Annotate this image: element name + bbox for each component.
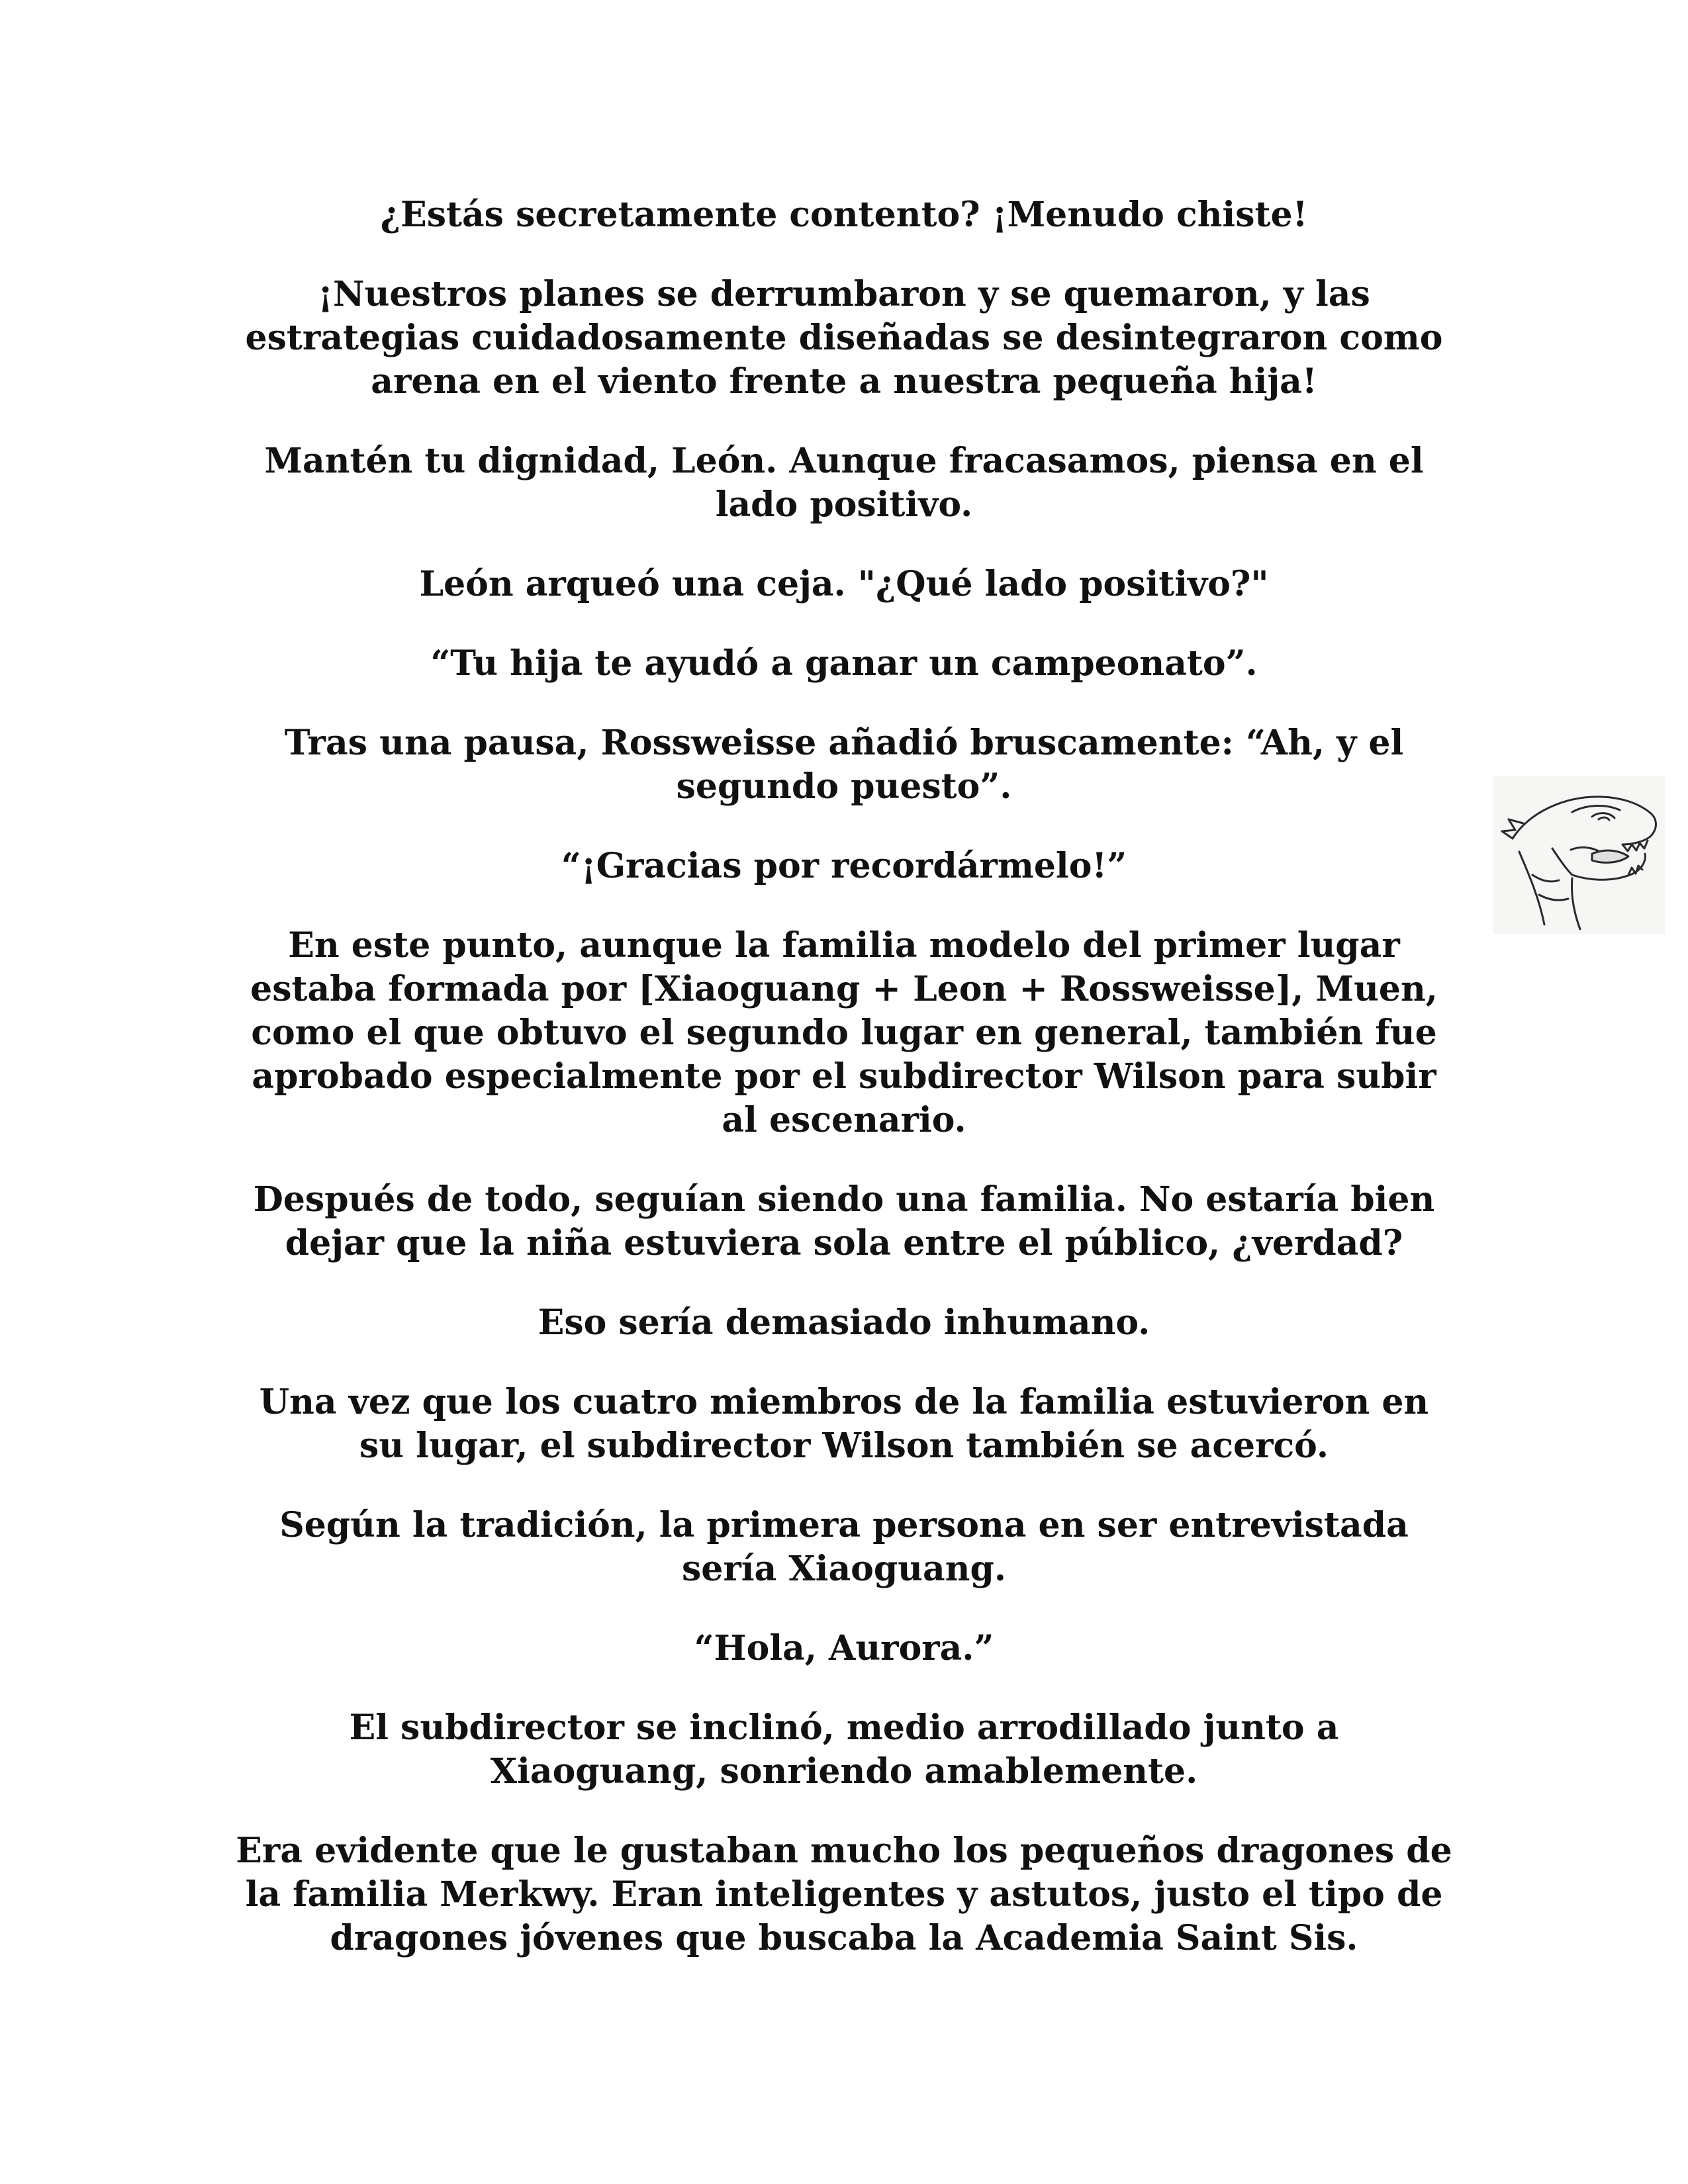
paragraph-14: El subdirector se inclinó, medio arrodillado junto a Xiaoguang, sonriendo amablemente. xyxy=(349,1707,1339,1792)
paragraph-10: Eso sería demasiado inhumano. xyxy=(538,1302,1150,1343)
paragraph-3: Mantén tu dignidad, León. Aunque fracasamos, piensa en el lado positivo. xyxy=(264,441,1424,525)
dragon-head-sketch-icon xyxy=(1493,776,1665,934)
paragraph-4: León arqueó una ceja. "¿Qué lado positivo?" xyxy=(419,564,1269,604)
paragraph-2: ¡Nuestros planes se derrumbaron y se quemaron, y las estrategias cuidadosamente diseñadas se desintegraron como arena en el viento frente a nuestra pequeña hija! xyxy=(245,274,1443,402)
paragraph-12: Según la tradición, la primera persona en ser entrevistada sería Xiaoguang. xyxy=(279,1505,1409,1589)
paragraph-6: Tras una pausa, Rossweisse añadió bruscamente: “Ah, y el segundo puesto”. xyxy=(284,723,1404,807)
paragraph-13: “Hola, Aurora.” xyxy=(694,1628,994,1668)
paragraph-7: “¡Gracias por recordármelo!” xyxy=(561,846,1127,886)
paragraph-11: Una vez que los cuatro miembros de la familia estuvieron en su lugar, el subdirector Wilson también se acercó. xyxy=(259,1382,1429,1466)
paragraph-9: Después de todo, seguían siendo una familia. No estaría bien dejar que la niña estuviera sola entre el público, ¿verdad? xyxy=(253,1179,1435,1263)
paragraph-8: En este punto, aunque la familia modelo del primer lugar estaba formada por [Xiaoguang + Leon + Rossweisse], Muen, como el que obtuvo el segundo lugar en general, también fue aprobado especialmente por el subdirector Wilson para subir al escenario. xyxy=(250,925,1438,1140)
paragraph-15: Era evidente que le gustaban mucho los pequeños dragones de la familia Merkwy. Eran inteligentes y astutos, justo el tipo de dragones jóvenes que buscaba la Academia Saint Sis. xyxy=(236,1831,1452,1958)
story-text xyxy=(218,193,1470,1996)
paragraph-1: ¿Estás secretamente contento? ¡Menudo chiste! xyxy=(380,195,1308,235)
paragraph-5: “Tu hija te ayudó a ganar un campeonato”. xyxy=(430,643,1258,684)
